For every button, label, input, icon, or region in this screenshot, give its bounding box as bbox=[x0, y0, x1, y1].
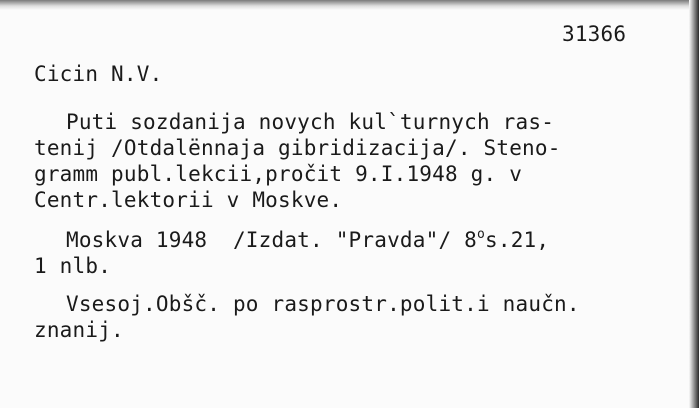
imprint-pages: s.21, bbox=[485, 228, 550, 252]
title-line-4: Centr.lektorii v Moskve. bbox=[34, 188, 343, 212]
card-top-edge-shadow bbox=[0, 0, 699, 10]
imprint-place-date-publisher: Moskva 1948 /Izdat. "Pravda"/ 8 bbox=[66, 228, 477, 252]
publisher-line-1: Vsesoj.Obšč. po rasprostr.polit.i naučn. bbox=[66, 292, 580, 316]
card-right-edge-shadow bbox=[689, 0, 699, 408]
title-line-3: gramm publ.lekcii,pročit 9.I.1948 g. v bbox=[34, 162, 523, 186]
imprint-line-2: 1 nlb. bbox=[34, 254, 112, 278]
author-heading: Cicin N.V. bbox=[34, 62, 163, 86]
catalog-number: 31366 bbox=[562, 22, 627, 46]
imprint-format-superscript: o bbox=[476, 227, 486, 242]
title-line-1: Puti sozdanija novych kul`turnych ras- bbox=[66, 110, 555, 134]
publisher-line-2: znanij. bbox=[34, 318, 124, 342]
title-line-2: tenij /Otdalënnaja gibridizacija/. Steno- bbox=[34, 136, 561, 160]
imprint-line-1 bbox=[66, 228, 549, 256]
